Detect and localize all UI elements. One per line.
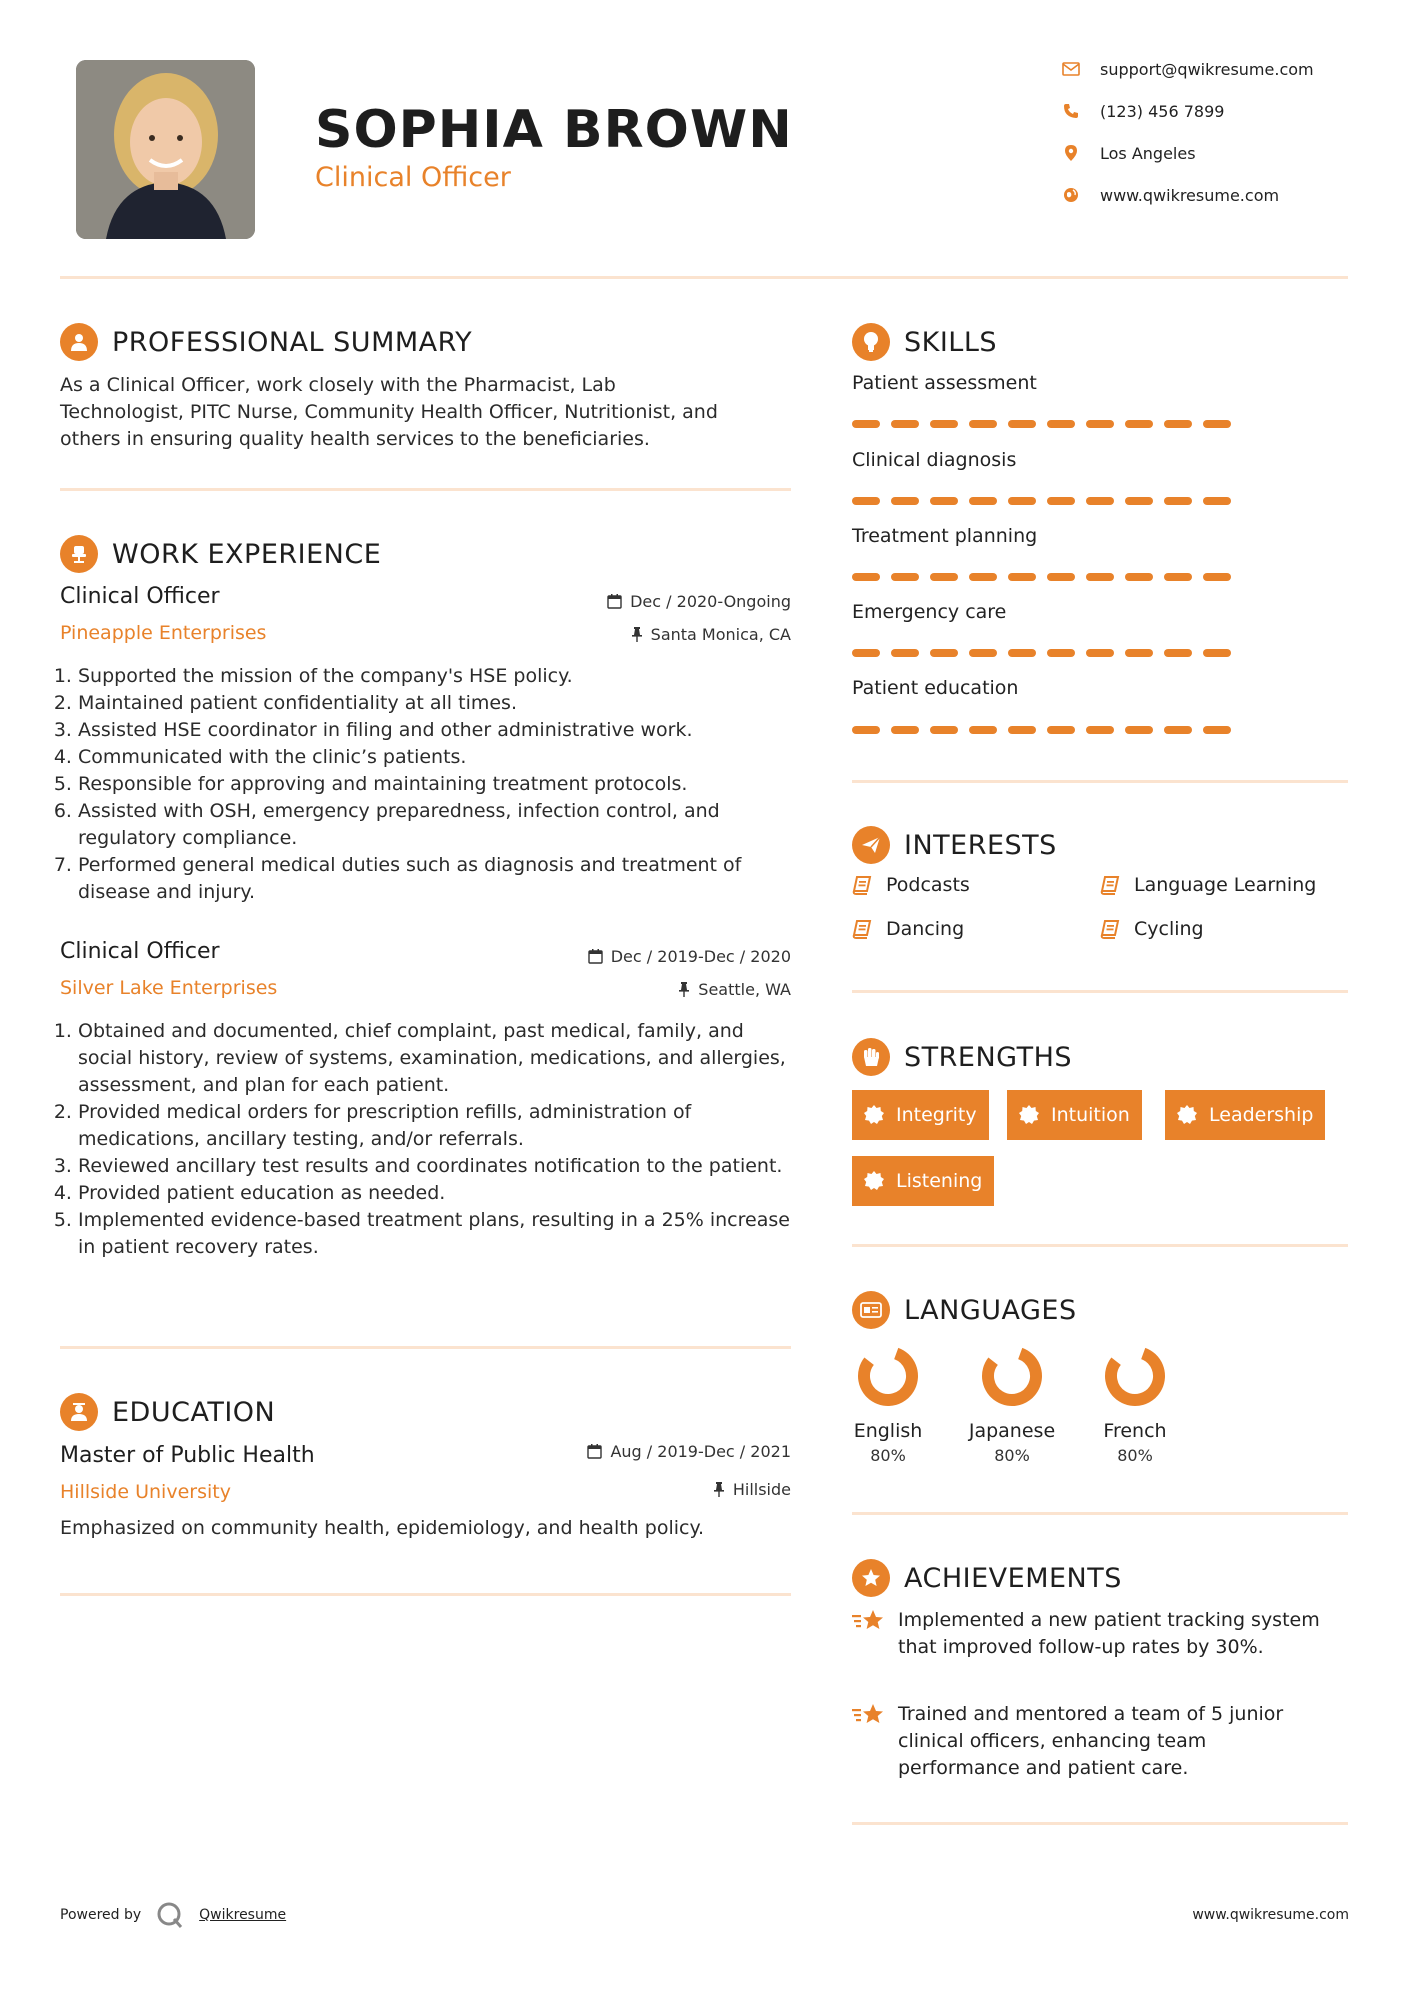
education-date: [587, 1442, 791, 1461]
list-item: 2. Maintained patient confidentiality at all times.: [78, 690, 800, 717]
education-title: EDUCATION: [112, 1396, 276, 1428]
job-date-text: Dec / 2020-Ongoing: [630, 592, 791, 611]
badge-icon: [1019, 1105, 1039, 1125]
achievement-item: [852, 1701, 1332, 1782]
language-progress-arc: [1111, 1353, 1159, 1400]
job-date: [588, 947, 791, 966]
skill-dash: [1203, 420, 1231, 428]
skill-dash: [1008, 497, 1036, 505]
candidate-name: SOPHIA BROWN: [315, 100, 793, 160]
job-date: [607, 592, 791, 611]
skill-name: Clinical diagnosis: [852, 449, 1017, 471]
contact-email[interactable]: [1060, 58, 1314, 80]
education-description: Emphasized on community health, epidemiology, and health policy.: [60, 1517, 705, 1539]
achievement-text: Trained and mentored a team of 5 junior clinical officers, enhancing team performance and patient care.: [898, 1703, 1284, 1779]
language-percent: 80%: [870, 1446, 906, 1465]
book-icon: [852, 919, 872, 939]
skill-name: Patient assessment: [852, 372, 1037, 394]
skill-dash: [852, 497, 880, 505]
education-heading: [60, 1393, 275, 1431]
list-item: 1. Obtained and documented, chief complaint, past medical, family, and social history, review of systems, examination, medications, and allergies, assessment, and plan for each patient.: [78, 1018, 800, 1099]
strength-label: Listening: [896, 1170, 983, 1192]
phone-icon: [1060, 100, 1082, 122]
experience-heading: [60, 535, 381, 573]
interest-label: Dancing: [886, 918, 965, 940]
skill-dash: [891, 573, 919, 581]
skill-dash: [969, 420, 997, 428]
candidate-title: Clinical Officer: [315, 162, 511, 193]
header-divider: [60, 276, 1348, 279]
contact-website-text: www.qwikresume.com: [1100, 185, 1280, 205]
school-name: Hillside University: [60, 1481, 231, 1503]
contact-website[interactable]: [1060, 184, 1279, 206]
interest-item: [852, 874, 970, 896]
language-percent: 80%: [994, 1446, 1030, 1465]
language-card-icon: [852, 1291, 890, 1329]
skill-dash: [1086, 420, 1114, 428]
skills-heading: [852, 323, 997, 361]
language-progress-arc: [988, 1353, 1036, 1400]
achievement-text: Implemented a new patient tracking system that improved follow-up rates by 30%.: [898, 1609, 1320, 1658]
skill-dash: [930, 420, 958, 428]
list-item: 4. Provided patient education as needed.: [78, 1180, 800, 1207]
calendar-icon: [588, 949, 603, 964]
skills-title: SKILLS: [904, 326, 998, 358]
summary-text: [60, 372, 800, 453]
skills-divider: [852, 780, 1348, 783]
badge-icon: [864, 1171, 884, 1191]
strength-badge: [852, 1156, 994, 1206]
skill-level-bar: [852, 649, 1231, 657]
skill-dash: [891, 649, 919, 657]
book-icon: [1100, 919, 1120, 939]
skill-name: Patient education: [852, 677, 1019, 699]
strength-badge: [1165, 1090, 1325, 1140]
paper-plane-icon: [852, 826, 890, 864]
map-pin-icon: [1060, 142, 1082, 164]
interests-divider: [852, 990, 1348, 993]
strength-label: Intuition: [1051, 1104, 1130, 1126]
skill-dash: [969, 497, 997, 505]
job-location-text: Santa Monica, CA: [650, 625, 791, 644]
skill-dash: [1086, 726, 1114, 734]
skill-dash: [969, 726, 997, 734]
language-name: Japanese: [968, 1420, 1056, 1442]
interest-label: Language Learning: [1134, 874, 1317, 896]
pin-icon: [713, 1482, 725, 1497]
pin-icon: [678, 982, 690, 997]
calendar-icon: [607, 594, 622, 609]
interest-item: [1100, 874, 1316, 896]
skill-dash: [1047, 497, 1075, 505]
mail-icon: [1060, 58, 1082, 80]
contact-location: [1060, 142, 1196, 164]
powered-by-label: Powered by: [60, 1907, 142, 1923]
skill-dash: [1164, 726, 1192, 734]
job-title: Clinical Officer: [60, 584, 220, 609]
education-location: [713, 1480, 791, 1499]
qwikresume-link[interactable]: Qwikresume: [199, 1907, 287, 1923]
summary-divider: [60, 488, 791, 491]
briefcase-chair-icon: [60, 535, 98, 573]
interest-item: [1100, 918, 1204, 940]
skill-level-bar: [852, 497, 1231, 505]
summary-heading: [60, 323, 472, 361]
strength-label: Integrity: [896, 1104, 977, 1126]
star-trophy-icon: [852, 1703, 886, 1729]
achievements-divider: [852, 1822, 1348, 1825]
skill-dash: [1047, 649, 1075, 657]
language-item: [962, 1344, 1062, 1465]
skill-dash: [891, 420, 919, 428]
languages-heading: [852, 1291, 1077, 1329]
skill-dash: [1047, 420, 1075, 428]
strength-badge: [852, 1090, 989, 1140]
skill-name: Emergency care: [852, 601, 1007, 623]
experience-title: WORK EXPERIENCE: [112, 538, 382, 570]
strengths-divider: [852, 1244, 1348, 1247]
language-name: French: [1103, 1420, 1167, 1442]
skill-dash: [891, 726, 919, 734]
summary-title: PROFESSIONAL SUMMARY: [112, 326, 473, 358]
skill-dash: [1008, 649, 1036, 657]
skill-level-bar: [852, 573, 1231, 581]
skill-dash: [930, 726, 958, 734]
lightbulb-icon: [852, 323, 890, 361]
strength-badge: [1007, 1090, 1142, 1140]
job-location: [631, 625, 791, 644]
footer-website[interactable]: www.qwikresume.com: [1192, 1907, 1349, 1923]
list-item: 2. Provided medical orders for prescription refills, administration of medications, ancillary testing, and/or referrals.: [78, 1099, 800, 1153]
list-item: 5. Responsible for approving and maintaining treatment protocols.: [78, 771, 800, 798]
skill-dash: [969, 573, 997, 581]
skill-dash: [1086, 497, 1114, 505]
strength-label: Leadership: [1209, 1104, 1314, 1126]
list-item: 3. Assisted HSE coordinator in filing and other administrative work.: [78, 717, 800, 744]
footer-powered-by: [60, 1900, 286, 1930]
user-icon: [60, 323, 98, 361]
achievements-title: ACHIEVEMENTS: [904, 1562, 1122, 1594]
job-location-text: Seattle, WA: [698, 980, 791, 999]
contact-email-text: support@qwikresume.com: [1100, 59, 1314, 79]
job-company: Silver Lake Enterprises: [60, 977, 278, 999]
list-item: 1. Supported the mission of the company's HSE policy.: [78, 663, 800, 690]
calendar-icon: [587, 1444, 602, 1459]
book-icon: [852, 875, 872, 895]
job-company: Pineapple Enterprises: [60, 622, 267, 644]
language-progress-arc: [864, 1353, 912, 1400]
skill-dash: [1164, 420, 1192, 428]
book-icon: [1100, 875, 1120, 895]
skill-dash: [1125, 573, 1153, 581]
achievement-item: [852, 1607, 1332, 1661]
interest-label: Cycling: [1134, 918, 1204, 940]
contact-location-text: Los Angeles: [1100, 143, 1196, 163]
language-item: [1085, 1344, 1185, 1465]
job-title: Clinical Officer: [60, 939, 220, 964]
degree-title: Master of Public Health: [60, 1443, 315, 1468]
graduate-icon: [60, 1393, 98, 1431]
pin-icon: [631, 627, 643, 642]
skill-dash: [891, 497, 919, 505]
list-item: 3. Reviewed ancillary test results and coordinates notification to the patient.: [78, 1153, 800, 1180]
interest-item: [852, 918, 964, 940]
list-item: 5. Implemented evidence-based treatment plans, resulting in a 25% increase in patient recovery rates.: [78, 1207, 800, 1261]
education-divider: [60, 1593, 791, 1596]
skill-dash: [930, 649, 958, 657]
language-item: [838, 1344, 938, 1465]
job-duties: [60, 663, 800, 906]
list-item: 4. Communicated with the clinic’s patients.: [78, 744, 800, 771]
skill-dash: [1203, 726, 1231, 734]
language-name: English: [853, 1420, 923, 1442]
profile-photo: [76, 60, 255, 239]
language-progress-ring: [856, 1344, 920, 1408]
strengths-heading: [852, 1038, 1072, 1076]
experience-divider: [60, 1346, 791, 1349]
languages-divider: [852, 1512, 1348, 1515]
skill-dash: [1125, 726, 1153, 734]
language-progress-ring: [1103, 1344, 1167, 1408]
skill-dash: [852, 573, 880, 581]
skill-dash: [1047, 726, 1075, 734]
skill-dash: [852, 726, 880, 734]
interest-label: Podcasts: [886, 874, 970, 896]
list-item: 6. Assisted with OSH, emergency preparedness, infection control, and regulatory compliance.: [78, 798, 800, 852]
skill-dash: [1008, 726, 1036, 734]
language-percent: 80%: [1117, 1446, 1153, 1465]
skill-dash: [1125, 420, 1153, 428]
summary-line: Technologist, PITC Nurse, Community Health Officer, Nutritionist, and: [60, 401, 718, 423]
list-item: 7. Performed general medical duties such as diagnosis and treatment of disease and injury.: [78, 852, 800, 906]
star-trophy-icon: [852, 1609, 886, 1635]
contact-phone-text: (123) 456 7899: [1100, 101, 1225, 121]
languages-title: LANGUAGES: [904, 1294, 1077, 1326]
skill-dash: [1203, 497, 1231, 505]
skill-level-bar: [852, 420, 1231, 428]
skill-dash: [852, 420, 880, 428]
interests-title: INTERESTS: [904, 829, 1057, 861]
qwikresume-logo-icon: [155, 1900, 185, 1930]
job-date-text: Dec / 2019-Dec / 2020: [610, 947, 791, 966]
skill-dash: [1008, 420, 1036, 428]
job-location: [678, 980, 791, 999]
education-date-text: Aug / 2019-Dec / 2021: [610, 1442, 791, 1461]
star-badge-icon: [852, 1559, 890, 1597]
skill-dash: [1086, 573, 1114, 581]
skill-dash: [1125, 649, 1153, 657]
skill-dash: [1203, 573, 1231, 581]
skill-dash: [969, 649, 997, 657]
strengths-title: STRENGTHS: [904, 1041, 1073, 1073]
skill-name: Treatment planning: [852, 525, 1038, 547]
summary-line: As a Clinical Officer, work closely with the Pharmacist, Lab: [60, 374, 616, 396]
skill-dash: [1125, 497, 1153, 505]
skill-dash: [1047, 573, 1075, 581]
skill-level-bar: [852, 726, 1231, 734]
skill-dash: [930, 497, 958, 505]
badge-icon: [864, 1105, 884, 1125]
job-duties: [60, 1018, 800, 1261]
skill-dash: [1164, 497, 1192, 505]
globe-icon: [1060, 184, 1082, 206]
language-progress-ring: [980, 1344, 1044, 1408]
skill-dash: [852, 649, 880, 657]
education-location-text: Hillside: [732, 1480, 791, 1499]
interests-heading: [852, 826, 1057, 864]
skill-dash: [930, 573, 958, 581]
summary-line: others in ensuring quality health services to the beneficiaries.: [60, 428, 650, 450]
contact-phone[interactable]: [1060, 100, 1224, 122]
fist-icon: [852, 1038, 890, 1076]
badge-icon: [1177, 1105, 1197, 1125]
skill-dash: [1086, 649, 1114, 657]
skill-dash: [1203, 649, 1231, 657]
skill-dash: [1164, 649, 1192, 657]
skill-dash: [1164, 573, 1192, 581]
achievements-heading: [852, 1559, 1122, 1597]
skill-dash: [1008, 573, 1036, 581]
